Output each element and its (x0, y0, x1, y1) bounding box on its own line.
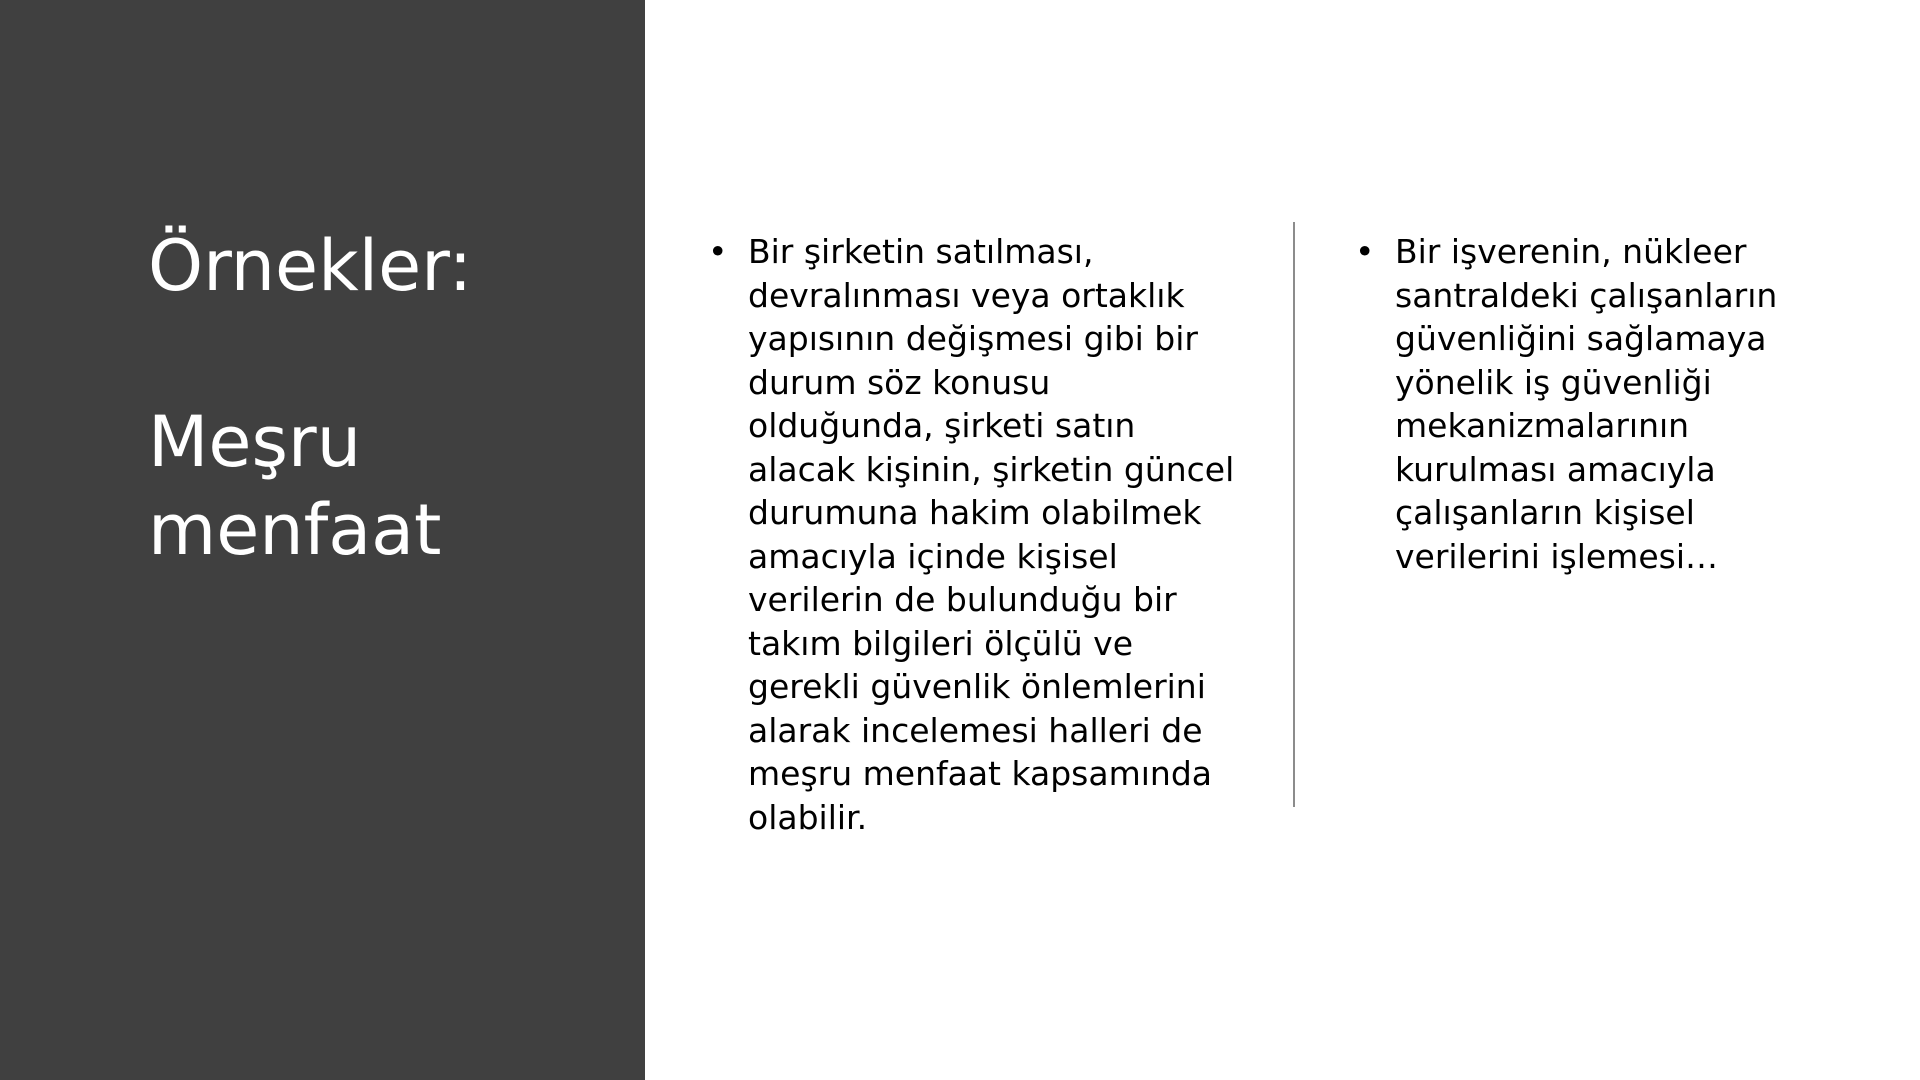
bullet-item-company-sale (708, 230, 1248, 839)
bullet-text-line: yönelik iş güvenliği (1395, 362, 1712, 402)
slide-title (148, 222, 608, 574)
bullet-icon: • (708, 232, 728, 271)
bullet-text-line: kurulması amacıyla (1395, 449, 1716, 489)
left-bullet-column (708, 230, 1248, 839)
bullet-icon: • (1355, 232, 1375, 271)
bullet-text-line: verilerin de bulunduğu bir (748, 580, 1177, 619)
bullet-text-line: Bir şirketin satılması, (748, 232, 1094, 271)
bullet-text-line: takım bilgileri ölçülü ve (748, 623, 1133, 663)
bullet-text-line: olduğunda, şirketi satın (748, 406, 1136, 445)
bullet-text-line: durumuna hakim olabilmek (748, 493, 1202, 532)
bullet-text-line: güvenliğini sağlamaya (1395, 319, 1767, 358)
bullet-text-line: durum söz konusu (748, 362, 1051, 402)
title-line-1: Örnekler: (148, 225, 473, 307)
bullet-text-line: verilerini işlemesi… (1395, 536, 1718, 576)
bullet-text-line: çalışanların kişisel (1395, 493, 1695, 532)
bullet-text-line: alarak incelemesi halleri de (748, 710, 1203, 750)
title-panel (0, 0, 645, 1080)
bullet-text-line: alacak kişinin, şirketin güncel (748, 449, 1235, 489)
bullet-item-nuclear-plant (1355, 230, 1855, 578)
right-bullet-column (1355, 230, 1855, 578)
bullet-text-line: yapısının değişmesi gibi bir (748, 319, 1198, 358)
title-line-3: menfaat (148, 489, 442, 571)
bullet-text-line: olabilir. (748, 797, 868, 837)
title-spacer (148, 310, 608, 398)
bullet-text-line: devralınması veya ortaklık (748, 275, 1185, 315)
bullet-text-line: mekanizmalarının (1395, 406, 1690, 445)
column-divider (1293, 222, 1295, 807)
bullet-text-line: meşru menfaat kapsamında (748, 754, 1212, 793)
bullet-text-line: Bir işverenin, nükleer (1395, 232, 1747, 271)
bullet-text-line: gerekli güvenlik önlemlerini (748, 667, 1206, 706)
title-line-2: Meşru (148, 401, 362, 483)
bullet-text-line: santraldeki çalışanların (1395, 275, 1778, 315)
bullet-text-line: amacıyla içinde kişisel (748, 536, 1118, 576)
